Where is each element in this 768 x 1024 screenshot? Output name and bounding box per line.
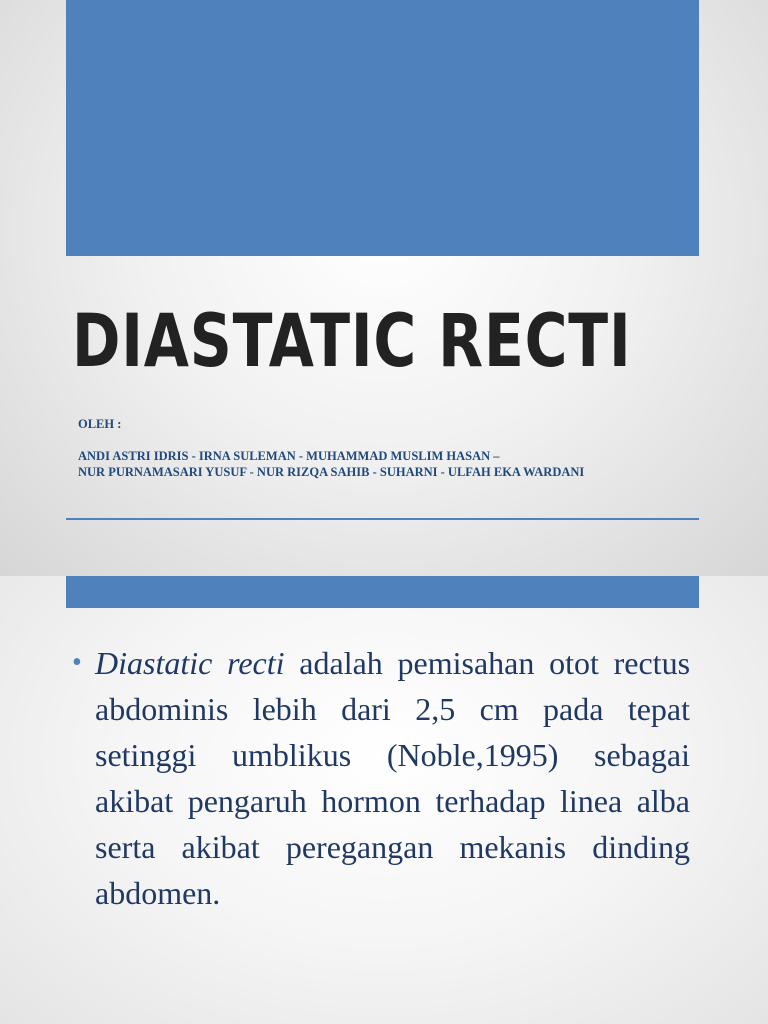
header-accent-bar xyxy=(66,576,699,608)
term-text: Diastatic recti xyxy=(95,645,285,681)
content-slide xyxy=(0,576,768,1024)
by-label: OLEH : xyxy=(78,417,122,431)
title-accent-block xyxy=(66,0,699,256)
authors-line-2: NUR PURNAMASARI YUSUF - NUR RIZQA SAHIB - SUHARNI - ULFAH EKA WARDANI xyxy=(78,465,585,479)
author-block xyxy=(78,416,708,480)
bullet-paragraph xyxy=(72,640,690,916)
divider-line xyxy=(66,518,699,520)
slide-title: DIASTATIC RECTI xyxy=(72,299,632,384)
authors-line-1: ANDI ASTRI IDRIS - IRNA SULEMAN - MUHAMMAD MUSLIM HASAN – xyxy=(78,449,500,463)
definition-text: adalah pemisahan otot rectus abdominis lebih dari 2,5 cm pada tepat setinggi umblikus (Noble,1995) sebagai akibat pengaruh hormon terhadap linea alba serta akibat peregangan mekanis dinding abdomen. xyxy=(95,645,691,911)
bullet-icon: • xyxy=(72,647,82,678)
content-body xyxy=(72,640,690,916)
